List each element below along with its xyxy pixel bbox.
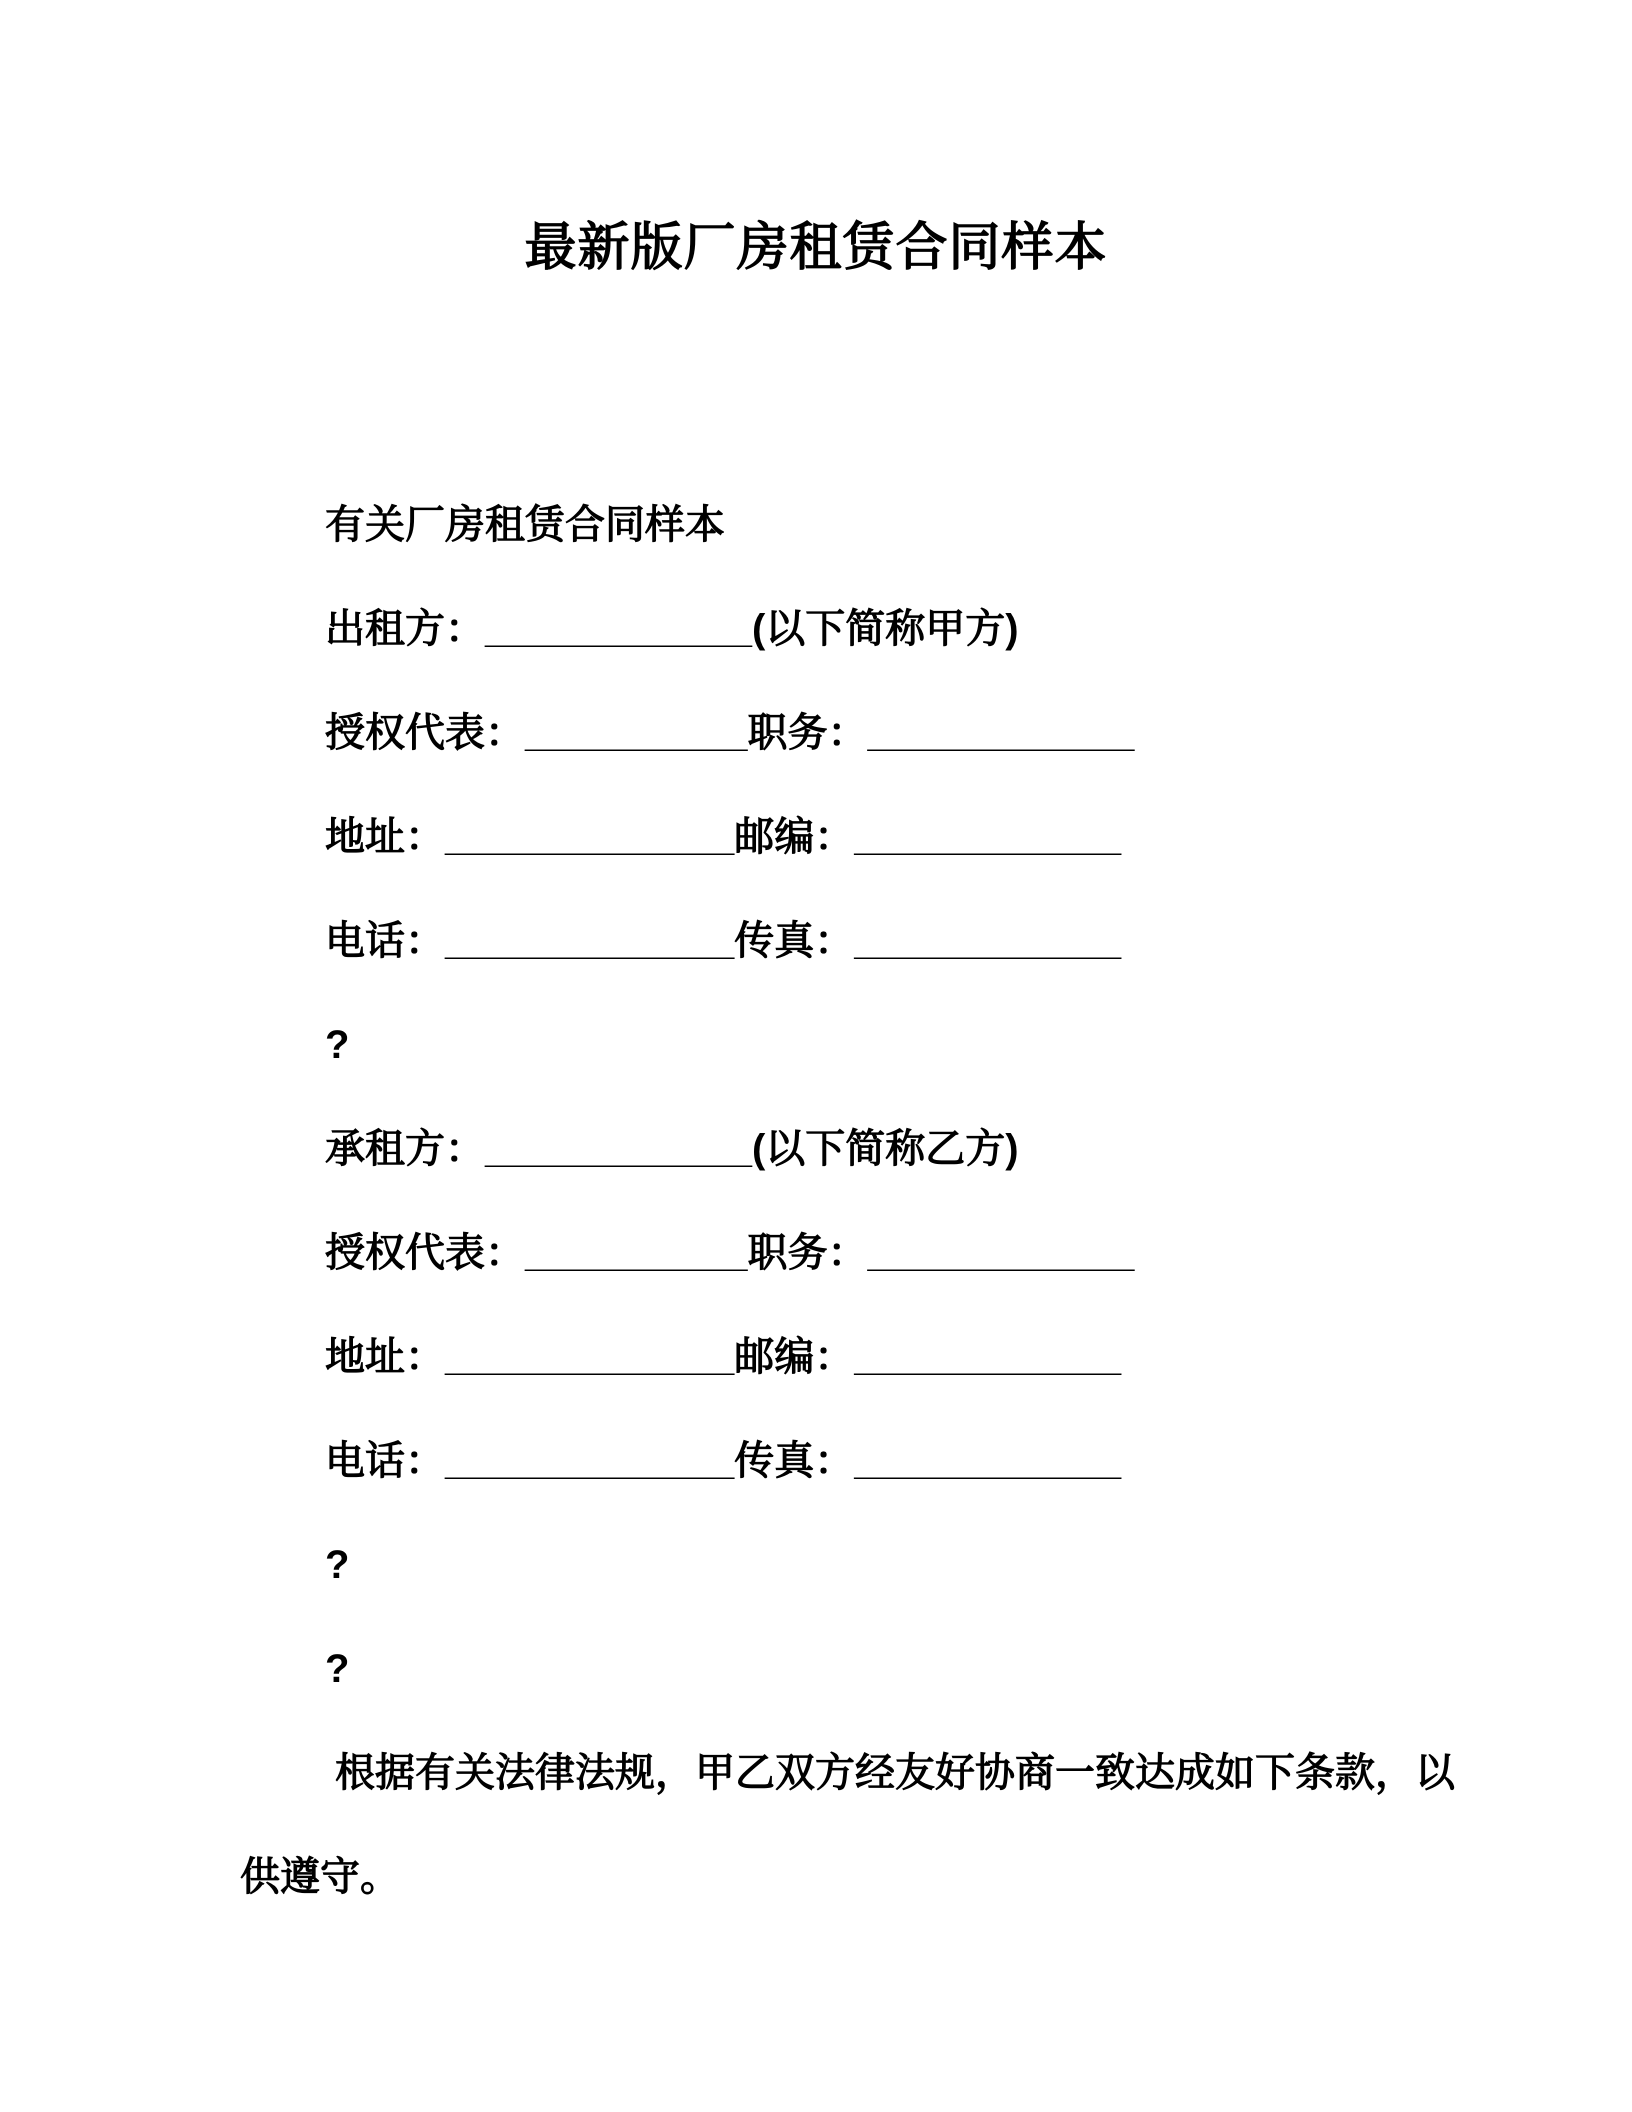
placeholder-question-1: ? bbox=[325, 1023, 350, 1067]
lessee-representative-line: 授权代表：__________职务：____________ bbox=[325, 1231, 1135, 1275]
doc-heading: 有关厂房租赁合同样本 bbox=[325, 503, 725, 547]
placeholder-question-2: ? bbox=[325, 1543, 350, 1587]
document-body bbox=[240, 503, 1455, 1899]
lessee-address-line: 地址：_____________邮编：____________ bbox=[325, 1335, 1122, 1379]
lessee-phone-line: 电话：_____________传真：____________ bbox=[325, 1439, 1122, 1483]
closing-paragraph-line-2: 供遵守。 bbox=[240, 1855, 400, 1899]
lessor-representative-line: 授权代表：__________职务：____________ bbox=[325, 711, 1135, 755]
placeholder-question-3: ? bbox=[325, 1647, 350, 1691]
document-title: 最新版厂房租赁合同样本 bbox=[524, 219, 1108, 277]
closing-paragraph-line-1: 根据有关法律法规，甲乙双方经友好协商一致达成如下条款，以 bbox=[335, 1751, 1455, 1795]
lessor-address-line: 地址：_____________邮编：____________ bbox=[325, 815, 1122, 859]
lessor-phone-line: 电话：_____________传真：____________ bbox=[325, 919, 1122, 963]
lessor-line: 出租方：____________(以下简称甲方) bbox=[325, 607, 1019, 651]
lessee-line: 承租方：____________(以下简称乙方) bbox=[325, 1127, 1019, 1171]
